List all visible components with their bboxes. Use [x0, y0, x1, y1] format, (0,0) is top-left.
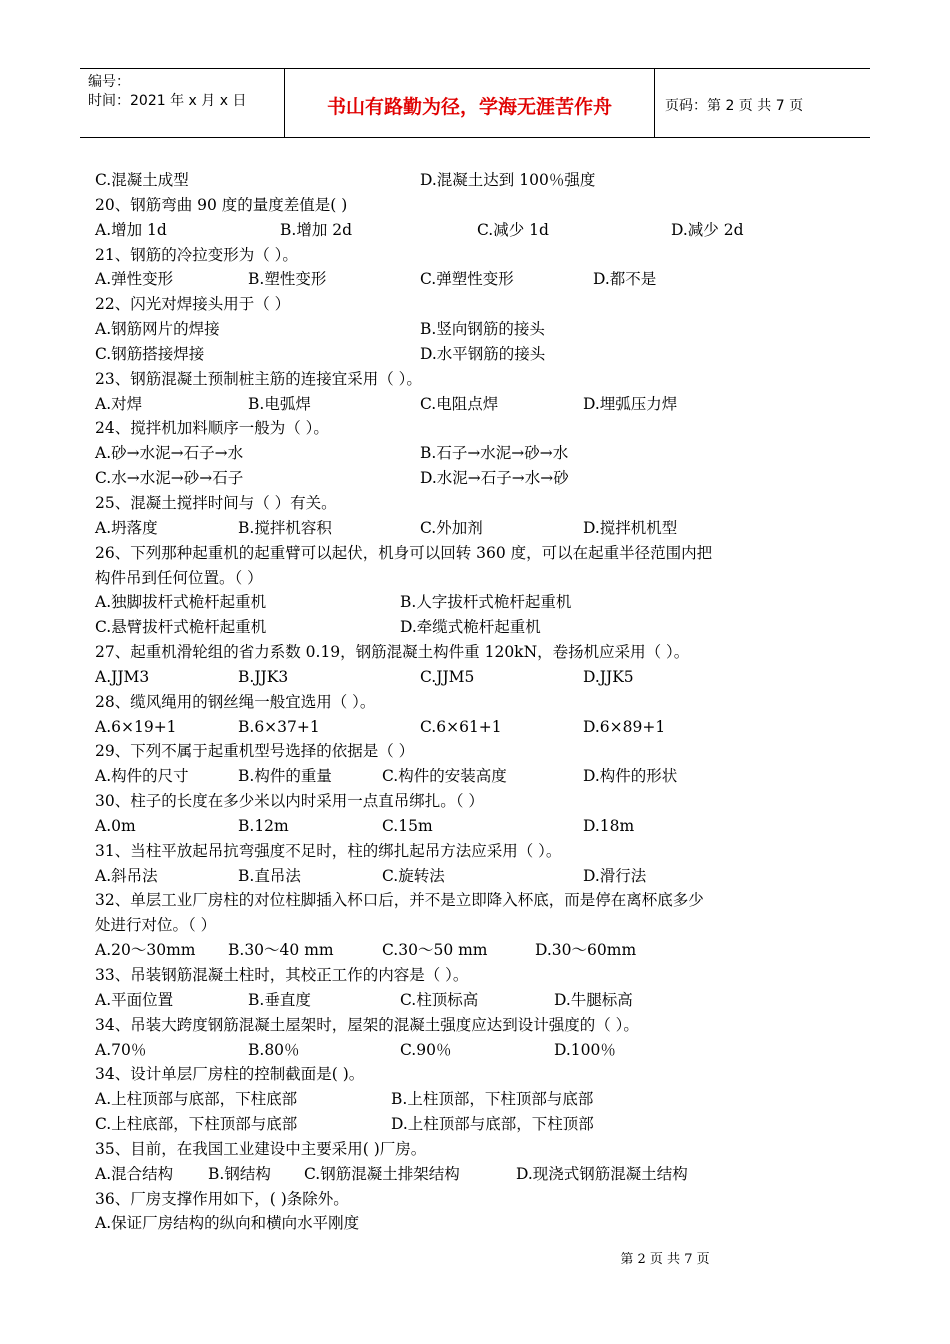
- option-text: C.水→水泥→砂→石子: [95, 469, 244, 488]
- option-text: B.JJK3: [238, 667, 289, 686]
- question-line: [95, 913, 875, 938]
- option-text: D.埋弧压力焊: [583, 394, 678, 413]
- option-text: C.JJM5: [420, 667, 475, 686]
- question-line: [95, 541, 875, 566]
- question-text: 处进行对位。（ ）: [95, 916, 217, 935]
- question-text: 27、起重机滑轮组的省力系数 0.19，钢筋混凝土构件重 120kN，卷扬机应采用（ ）。: [95, 643, 690, 662]
- options-line: [95, 590, 875, 615]
- option-text: C.弹塑性变形: [420, 270, 514, 289]
- option-text: A.斜吊法: [95, 866, 158, 885]
- option-text: B.石子→水泥→砂→水: [420, 444, 569, 463]
- option-text: D.6×89+1: [583, 717, 666, 736]
- question-line: [95, 566, 875, 591]
- option-text: D.JJK5: [583, 667, 634, 686]
- question-text: 21、钢筋的冷拉变形为（ ）。: [95, 245, 298, 264]
- option-text: D.牛腿标高: [554, 990, 633, 1009]
- option-text: A.平面位置: [95, 990, 174, 1009]
- question-line: [95, 292, 875, 317]
- question-line: [95, 243, 875, 268]
- option-text: C.钢筋混凝土排架结构: [304, 1164, 460, 1183]
- options-line: [95, 441, 875, 466]
- question-line: [95, 367, 875, 392]
- time-label: 时间：2021 年 x 月 x 日: [88, 93, 247, 109]
- question-text: 20、钢筋弯曲 90 度的量度差值是( ): [95, 195, 348, 214]
- options-line: [95, 1038, 875, 1063]
- question-text: 34、吊装大跨度钢筋混凝土屋架时，屋架的混凝土强度应达到设计强度的（ ）。: [95, 1015, 639, 1034]
- options-line: [95, 1087, 875, 1112]
- question-line: [95, 491, 875, 516]
- option-text: C.30～50 mm: [382, 941, 488, 960]
- question-text: 22、闪光对焊接头用于（ ）: [95, 295, 291, 314]
- options-line: [95, 938, 875, 963]
- question-line: [95, 1211, 875, 1236]
- option-text: A.增加 1d: [95, 220, 167, 239]
- question-list: [95, 168, 875, 1236]
- option-text: B.搅拌机容积: [238, 518, 332, 537]
- question-text: 23、钢筋混凝土预制桩主筋的连接宜采用（ ）。: [95, 369, 422, 388]
- option-text: A.混合结构: [95, 1164, 174, 1183]
- option-text: B.直吊法: [238, 866, 301, 885]
- options-line: [95, 1162, 875, 1187]
- option-text: D.混凝土达到 100％强度: [420, 171, 596, 189]
- option-text: A.20～30mm: [95, 941, 196, 960]
- question-line: [95, 839, 875, 864]
- option-text: C.混凝土成型: [95, 171, 189, 189]
- question-line: [95, 1187, 875, 1212]
- option-text: B.电弧焊: [248, 394, 311, 413]
- option-text: C.悬臂拔杆式桅杆起重机: [95, 618, 267, 637]
- options-line: [95, 267, 875, 292]
- options-line: [95, 342, 875, 367]
- option-text: C.90％: [400, 1040, 452, 1059]
- header-table: [80, 68, 870, 138]
- header-meta: [80, 69, 285, 137]
- option-text: D.都不是: [593, 270, 657, 289]
- options-line: [95, 392, 875, 417]
- option-text: B.人字拔杆式桅杆起重机: [400, 593, 572, 612]
- question-text: 29、下列不属于起重机型号选择的依据是（ ）: [95, 742, 415, 761]
- question-text: 30、柱子的长度在多少米以内时采用一点直吊绑扎。（ ）: [95, 792, 484, 811]
- option-text: C.减少 1d: [477, 220, 549, 239]
- option-text: B.12m: [238, 816, 289, 835]
- options-line: [95, 168, 875, 193]
- option-text: A.构件的尺寸: [95, 767, 189, 786]
- question-text: 31、当柱平放起吊抗弯强度不足时，柱的绑扎起吊方法应采用（ ）。: [95, 841, 562, 860]
- option-text: A.JJM3: [95, 667, 150, 686]
- header-motto: 书山有路勤为径，学海无涯苦作舟: [285, 69, 655, 137]
- option-text: C.15m: [382, 816, 433, 835]
- option-text: A.上柱顶部与底部，下柱底部: [95, 1090, 298, 1109]
- options-line: [95, 864, 875, 889]
- option-text: A.弹性变形: [95, 270, 174, 289]
- option-text: C.构件的安装高度: [382, 767, 507, 786]
- option-text: A.0m: [95, 816, 136, 835]
- option-text: A.坍落度: [95, 518, 158, 537]
- option-text: C.钢筋搭接焊接: [95, 344, 205, 363]
- question-text: 36、厂房支撑作用如下，( )条除外。: [95, 1189, 349, 1208]
- option-text: B.增加 2d: [280, 220, 353, 239]
- option-text: A.独脚拔杆式桅杆起重机: [95, 593, 267, 612]
- options-line: [95, 988, 875, 1013]
- option-text: B.钢结构: [208, 1164, 271, 1183]
- option-text: D.18m: [583, 816, 635, 835]
- option-text: D.上柱顶部与底部，下柱顶部: [391, 1115, 594, 1134]
- question-text: 33、吊装钢筋混凝土柱时，其校正工作的内容是（ ）。: [95, 966, 469, 984]
- question-line: [95, 1062, 875, 1087]
- option-text: B.30～40 mm: [228, 941, 334, 960]
- option-text: B.竖向钢筋的接头: [420, 320, 545, 339]
- question-line: [95, 789, 875, 814]
- question-line: [95, 640, 875, 665]
- question-text: 32、单层工业厂房柱的对位柱脚插入杯口后，并不是立即降入杯底，而是停在离杯底多少: [95, 891, 704, 910]
- question-text: A.保证厂房结构的纵向和横向水平刚度: [95, 1214, 360, 1233]
- option-text: D.水泥→石子→水→砂: [420, 469, 569, 488]
- question-line: [95, 416, 875, 441]
- question-text: 26、下列那种起重机的起重臂可以起伏，机身可以回转 360 度，可以在起重半径范围内把: [95, 543, 713, 562]
- options-line: [95, 665, 875, 690]
- options-line: [95, 1112, 875, 1137]
- options-line: [95, 615, 875, 640]
- options-line: [95, 715, 875, 740]
- options-line: [95, 466, 875, 491]
- options-line: [95, 317, 875, 342]
- option-text: D.现浇式钢筋混凝土结构: [516, 1164, 688, 1183]
- question-text: 28、缆风绳用的钢丝绳一般宜选用（ ）。: [95, 692, 376, 711]
- question-line: [95, 1013, 875, 1038]
- option-text: D.构件的形状: [583, 767, 678, 786]
- option-text: A.6×19+1: [95, 717, 177, 736]
- question-text: 25、混凝土搅拌时间与（ ）有关。: [95, 493, 337, 512]
- question-line: [95, 888, 875, 913]
- option-text: B.垂直度: [248, 990, 311, 1009]
- option-text: A.砂→水泥→石子→水: [95, 444, 244, 463]
- page-footer: 第 2 页 共 7 页: [620, 1252, 710, 1267]
- number-label: 编号：: [88, 74, 130, 90]
- option-text: B.6×37+1: [238, 717, 320, 736]
- option-text: B.构件的重量: [238, 767, 332, 786]
- option-text: B.上柱顶部，下柱顶部与底部: [391, 1090, 594, 1109]
- question-line: [95, 963, 875, 988]
- question-line: [95, 193, 875, 218]
- options-line: [95, 218, 875, 243]
- question-line: [95, 1137, 875, 1162]
- option-text: A.对焊: [95, 394, 143, 413]
- option-text: C.上柱底部，下柱顶部与底部: [95, 1115, 298, 1134]
- options-line: [95, 516, 875, 541]
- option-text: D.牵缆式桅杆起重机: [400, 618, 541, 637]
- option-text: C.柱顶标高: [400, 990, 479, 1009]
- option-text: A.70％: [95, 1040, 147, 1059]
- option-text: D.100％: [554, 1040, 616, 1059]
- question-line: [95, 690, 875, 715]
- question-text: 构件吊到任何位置。（ ）: [95, 568, 263, 587]
- option-text: C.外加剂: [420, 518, 483, 537]
- options-line: [95, 764, 875, 789]
- option-text: C.6×61+1: [420, 717, 502, 736]
- header-page-info: 页码：第 2 页 共 7 页: [665, 98, 804, 114]
- option-text: C.旋转法: [382, 866, 445, 885]
- options-line: [95, 814, 875, 839]
- question-line: [95, 739, 875, 764]
- option-text: A.钢筋网片的焊接: [95, 320, 220, 339]
- option-text: D.水平钢筋的接头: [420, 344, 546, 363]
- option-text: D.30～60mm: [535, 941, 637, 960]
- option-text: B.塑性变形: [248, 270, 327, 289]
- option-text: B.80％: [248, 1040, 300, 1059]
- option-text: D.搅拌机机型: [583, 518, 678, 537]
- option-text: D.减少 2d: [671, 220, 744, 239]
- question-text: 35、目前，在我国工业建设中主要采用( )厂房。: [95, 1139, 427, 1158]
- question-text: 24、搅拌机加料顺序一般为（ ）。: [95, 419, 329, 438]
- option-text: D.滑行法: [583, 866, 647, 885]
- question-text: 34、设计单层厂房柱的控制截面是( )。: [95, 1065, 365, 1084]
- option-text: C.电阻点焊: [420, 394, 499, 413]
